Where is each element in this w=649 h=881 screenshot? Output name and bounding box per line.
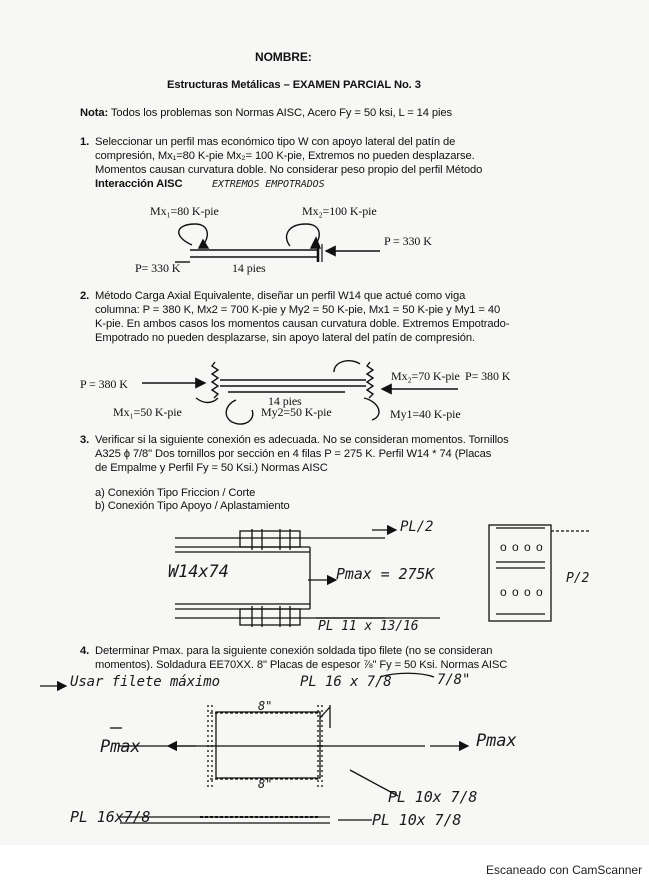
p3-option-b: b) Conexión Tipo Apoyo / Aplastamiento [95,500,290,512]
p4-thickness: 7/8" [437,672,471,688]
p3-pl-right: P/2 [566,571,590,586]
p1-p-left: P= 330 K [135,261,181,275]
p2-my2: My2=50 K-pie [261,405,332,419]
p2-beam-figure [142,361,458,424]
p2-line: Método Carga Axial Equivalente, diseñar un perfil W14 que actué como viga [95,290,466,302]
p1-mx2: Mx₂=100 K-pie [302,204,377,218]
p3-line: A325 ϕ 7/8" Dos tornillos por sección en 4 filas P = 275 K. Perfil W14 * 74 (Placas [95,448,492,460]
p2-p-left: P = 380 K [80,377,128,391]
p2-line: Empotrado no pueden desplazarse, sin apoyo lateral del patín de compresión. [95,332,475,344]
p2-moment-mx1 [196,398,218,403]
p4-weld-figure [40,672,471,826]
p1-line: Interacción AISC [95,178,183,190]
p1-p-right: P = 330 K [384,234,432,248]
p4-usar: Usar filete máximo [70,674,220,690]
p3-line: de Empalme y Perfil Fy = 50 Ksi.) Normas AISC [95,462,328,474]
p3-section: W14x74 [168,562,229,582]
p2-p-right: P= 380 K [465,369,511,383]
nota-text: Todos los problemas son Normas AISC, Acero Fy = 50 ksi, L = 14 pies [110,107,453,119]
p2-support-left [212,362,218,398]
p4-pl16: PL 16 x 7/8 [300,674,392,690]
p3-bolts-bottom: o o o o [500,585,544,599]
p2-line: K-pie. En ambos casos los momentos causan curvatura doble. Extremos Empotrado- [95,318,510,330]
p1-mx1: Mx₁=80 K-pie [150,204,219,218]
p4-pmax-right: Pmax [476,731,517,751]
p3-bolts-top: o o o o [500,540,544,554]
p4-line: Determinar Pmax. para la siguiente conexión soldada tipo filete (no se consideran [95,645,493,657]
p4-pl10-a: PL 10x 7/8 [388,788,478,806]
nombre-label: NOMBRE: [255,50,312,64]
p3-splice-figure [175,525,590,627]
p1-line: Seleccionar un perfil mas económico tipo W con apoyo lateral del patín de [95,136,456,148]
p1-line: Momentos causan curvatura doble. No considerar peso propio del perfil Método [95,164,483,176]
p1-beam-figure [175,224,380,262]
p2-my1: My1=40 K-pie [390,407,461,421]
p2-moment-mx2 [334,361,360,372]
p4-pmax-left: Pmax [100,737,141,757]
p4-number: 4. [80,645,90,657]
nota-label: Nota: [80,107,109,119]
p4-center-plate [216,712,320,778]
p2-mx2: Mx₂=70 K-pie [391,369,460,383]
p1-line: compresión, Mx₁=80 K-pie Mx₂= 100 K-pie, Extremos no pueden desplazarse. [95,150,475,162]
p4-pl10-b: PL 10x 7/8 [372,811,462,829]
p3-line: Verificar si la siguiente conexión es adecuada. No se consideran momentos. Tornillos [95,434,509,446]
p1-handwritten-note: EXTREMOS EMPOTRADOS [212,179,325,190]
p3-number: 3. [80,434,90,446]
p3-plate-elevation [489,525,551,621]
exam-title: Estructuras Metálicas – EXAMEN PARCIAL No. 3 [167,79,421,91]
p4-pl16-b: PL 16x7/8 [70,808,151,826]
p3-plate: PL 11 x 13/16 [318,619,419,634]
p2-mx1: Mx₁=50 K-pie [113,405,182,419]
scanner-footer: Escaneado con CamScanner [486,863,643,877]
p2-moment-my2 [226,400,253,424]
p2-moment-my1 [364,398,379,420]
p2-number: 2. [80,290,90,302]
p1-number: 1. [80,136,90,148]
p4-dim-bottom: 8" [258,777,273,791]
p2-support-right [367,362,373,398]
p1-length: 14 pies [232,261,266,275]
p2-length: 14 pies [268,394,302,408]
p4-line: momentos). Soldadura EE70XX. 8" Placas de espesor ⅞" Fy = 50 Ksi. Normas AISC [95,659,508,671]
p2-line: columna: P = 380 K, Mx2 = 700 K-pie y My2 = 50 K-pie, Mx1 = 50 K-pie y My1 = 40 [95,304,501,316]
p4-dim-top: 8" [258,699,273,713]
p1-moment-left-head [199,240,208,248]
p3-pl-top: PL/2 [400,519,434,535]
p3-option-a: a) Conexión Tipo Friccion / Corte [95,487,256,499]
p3-pmax: Pmax = 275K [336,565,435,583]
